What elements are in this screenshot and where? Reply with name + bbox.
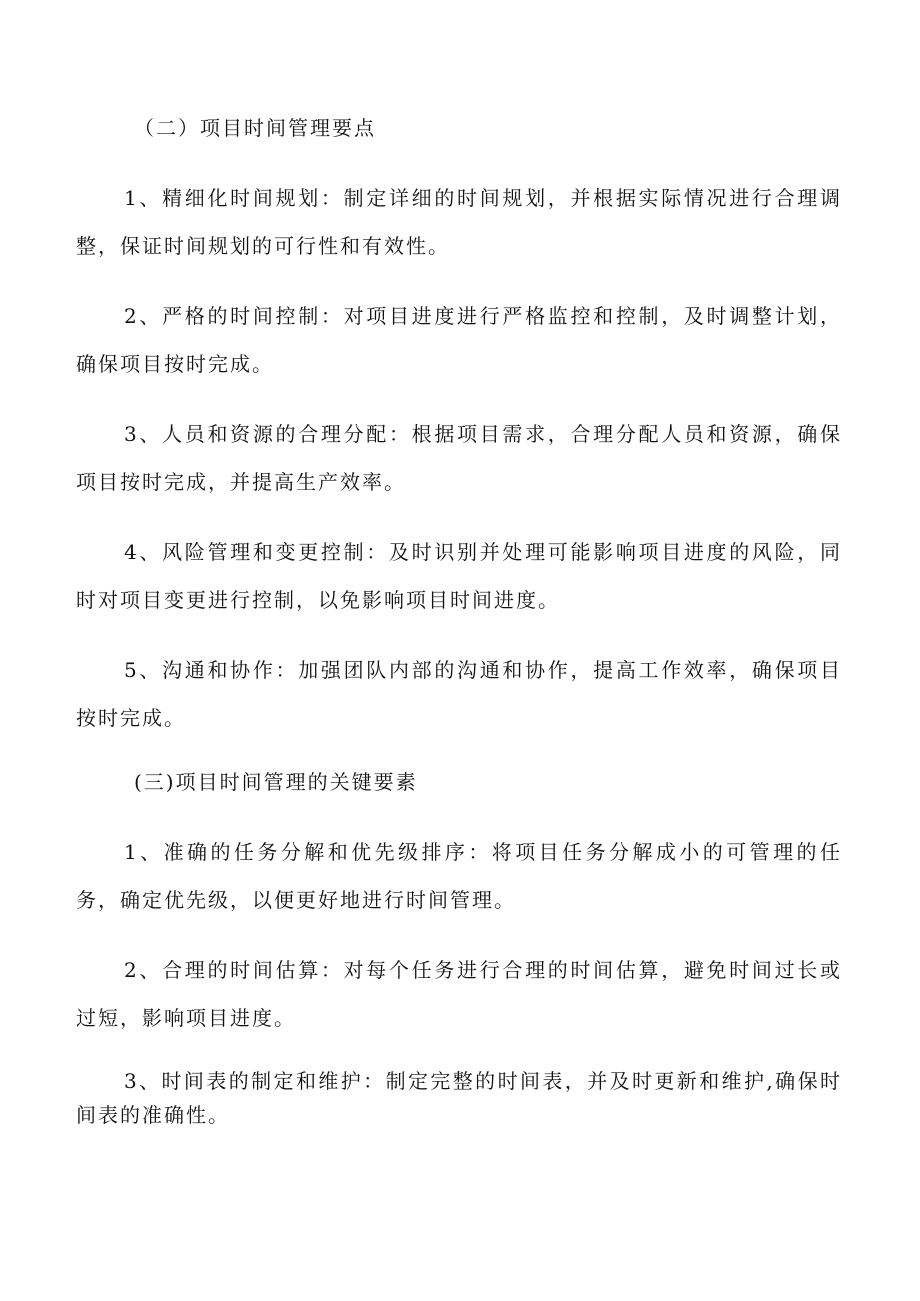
paragraph-3-2: 2、合理的时间估算：对每个任务进行合理的时间估算，避免时间过长或过短，影响项目进度。 — [76, 958, 842, 1030]
document-body — [76, 110, 842, 1154]
section-heading-3: (三)项目时间管理的关键要素 — [134, 770, 418, 794]
paragraph-3-1: 1、准确的任务分解和优先级排序：将项目任务分解成小的可管理的任务，确定优先级，以便更好地进行时间管理。 — [76, 840, 842, 912]
paragraph-2-1: 1、精细化时间规划：制定详细的时间规划，并根据实际情况进行合理调整，保证时间规划的可行性和有效性。 — [76, 186, 842, 258]
section-heading-2: （二）项目时间管理要点 — [134, 116, 376, 140]
paragraph-2-2: 2、严格的时间控制：对项目进度进行严格监控和控制，及时调整计划，确保项目按时完成。 — [76, 304, 842, 376]
paragraph-3-3: 3、时间表的制定和维护：制定完整的时间表，并及时更新和维护,确保时间表的准确性。 — [76, 1069, 842, 1127]
paragraph-2-3: 3、人员和资源的合理分配：根据项目需求，合理分配人员和资源，确保项目按时完成，并提高生产效率。 — [76, 422, 842, 494]
paragraph-2-4: 4、风险管理和变更控制：及时识别并处理可能影响项目进度的风险，同时对项目变更进行控制，以免影响项目时间进度。 — [76, 540, 842, 612]
paragraph-2-5: 5、沟通和协作：加强团队内部的沟通和协作，提高工作效率，确保项目按时完成。 — [76, 658, 842, 730]
